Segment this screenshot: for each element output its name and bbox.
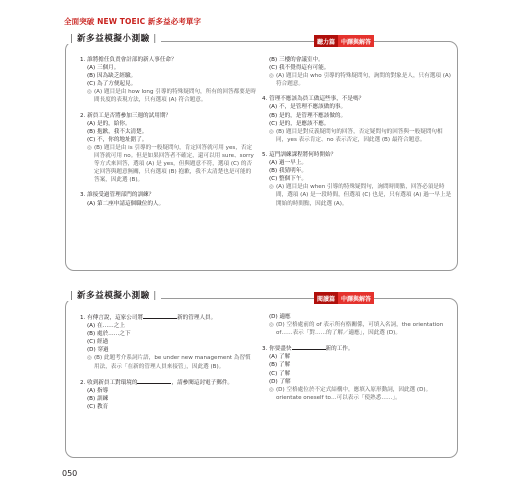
question-text: 4. 管理不應該為員工做這些事，不是嗎？ (262, 96, 365, 103)
option: (A) 第二座申請這個職位的人。 (87, 200, 165, 207)
explanation (262, 321, 452, 337)
question-text (80, 378, 256, 387)
answer-letter: (B) (94, 144, 103, 151)
explanation (80, 88, 256, 104)
answer-letter: (A) (276, 184, 285, 191)
explanation (262, 128, 452, 144)
panel-title: | 新多益模擬小測驗 | (67, 289, 161, 301)
option: (B) 我猜明年。 (269, 168, 307, 175)
explanation-text: 題目是由 is 引導的一般疑問句，肯定回答就可用 yes，否定回答就可用 no。但是如果回答者不確定，還可以用 sure、sorry 等方式來回答，選項 (A) 是 yes，但與題意不符，選項 (C) 的否定回答與題意無關，只有選項 (B) 抱歉，我不太清楚也是可能的答案，因此選 (B)。 (94, 144, 254, 184)
answer-blank (292, 344, 326, 350)
check-icon: ◎ (269, 386, 274, 393)
page-number: 050 (62, 469, 78, 478)
option: (C) 經過 (87, 339, 109, 346)
option: (C) 為了方便起見。 (87, 81, 137, 88)
explanation-text: 此題考介系詞片語，be under new management 為習慣用法，表示「在新的管理人員來接管」，因此選 (B)。 (94, 355, 251, 370)
option: (D) 適應 (269, 314, 291, 320)
question-block (262, 313, 452, 337)
tag-listening: 聽力篇 (314, 35, 338, 47)
answer-letter: (D) (276, 322, 285, 329)
explanation-text: 題目是對反義疑問句的回答，否定疑問句的回答與一般疑問句相同，yes 表示肯定、no 表示否定，因此選 (B) 最符合題意。 (276, 128, 443, 143)
reading-left-column (80, 313, 256, 418)
tag-reading: 閱讀篇 (314, 292, 338, 304)
option: (A) 是的，給你。 (87, 120, 131, 127)
explanation-text: 題目是由 who 引導的特殊疑問句，詢問的對象是人，只有選項 (A) 符合題意。 (276, 73, 451, 88)
option: (B) 訓練 (87, 395, 109, 402)
option: (A) 指導 (87, 387, 109, 394)
check-icon: ◎ (269, 73, 274, 80)
question-block (80, 56, 256, 105)
option: (B) 處於……之下 (87, 331, 131, 338)
check-icon: ◎ (269, 128, 274, 135)
answer-letter: (A) (276, 73, 285, 80)
check-icon: ◎ (269, 184, 274, 191)
reading-quiz-panel (65, 291, 458, 458)
explanation (262, 386, 452, 402)
option: (D) 穿過 (87, 347, 109, 354)
option: (C) 整個下午。 (269, 176, 308, 183)
answer-blank (143, 313, 177, 319)
option: (A) 不，是管理不應該做的事。 (269, 104, 347, 111)
check-icon: ◎ (87, 355, 92, 362)
listening-quiz-panel (65, 34, 458, 271)
question-block (80, 313, 256, 371)
option: (A) 在……之上 (87, 323, 125, 330)
panel-title-text: 新多益模擬小測驗 (77, 291, 150, 301)
question-text-end: 新的工作。 (325, 346, 354, 353)
question-text: 3. 誰接受過管理部門的訓練？ (80, 192, 155, 199)
explanation-text: 空格處前的 of 表示所有格關係，可填入名詞，the orientation of……表示「對……的了解／適應」，因此選 (D)。 (276, 322, 444, 337)
question-block (262, 95, 452, 144)
question-text: 2. 新員工是否將參加三週的試用期？ (80, 112, 172, 119)
explanation (262, 183, 452, 207)
option: (C) 了解 (269, 370, 291, 377)
option: (D) 了解 (269, 378, 291, 385)
option: (C) 不，你的地址錯了。 (87, 136, 148, 143)
tag-answers: 中譯與解答 (338, 292, 374, 304)
option: (B) 是的，是管理不應該做的。 (269, 112, 347, 119)
question-text-end: ，請參閱這封電子郵件。 (171, 379, 234, 386)
check-icon: ◎ (87, 144, 92, 151)
question-block (80, 378, 256, 411)
answer-letter: (B) (276, 128, 285, 135)
question-text (262, 344, 452, 353)
panel-title-text: 新多益模擬小測驗 (77, 34, 150, 44)
question-text: 1. 誰將擔任負責會計部的新人事任命？ (80, 57, 177, 63)
option: (A) 三個月。 (87, 65, 120, 72)
explanation (262, 72, 452, 88)
explanation (80, 354, 256, 370)
option: (A) 過一早上。 (269, 160, 307, 167)
option: (B) 了解 (269, 362, 291, 369)
option: (C) 是的，是應該不應。 (269, 120, 330, 127)
option: (A) 了解 (269, 354, 291, 361)
question-text: 5. 這門訓練課程將何時開始？ (262, 151, 337, 158)
answer-letter: (A) (94, 89, 103, 96)
panel-title: | 新多益模擬小測驗 | (67, 32, 161, 44)
section-tag (314, 292, 374, 304)
explanation-text: 題目是由 how long 引導的特殊疑問句，所有的回答都要是時間長度的表現方法，只有選項 (A) 符合題意。 (94, 89, 256, 104)
option: (C) 我不覺得這有可能。 (269, 65, 330, 72)
question-block (262, 344, 452, 402)
running-header: 全面突破 NEW TOEIC 新多益必考單字 (64, 17, 202, 26)
question-text-start: 2. 收到新員工對環境的 (80, 379, 138, 386)
listening-right-column (262, 56, 452, 215)
listening-left-column (80, 56, 256, 215)
question-block (262, 56, 452, 88)
question-text-start: 1. 有傳言說，這家公司將 (80, 315, 144, 321)
option: (B) 三樓的會議室中。 (269, 57, 324, 63)
check-icon: ◎ (87, 89, 92, 96)
question-text-end: 新的管理人員。 (177, 315, 217, 321)
tag-answers: 中譯與解答 (338, 35, 374, 47)
option: (C) 教育 (87, 403, 109, 410)
section-tag (314, 35, 374, 47)
reading-right-column (262, 313, 452, 409)
explanation (80, 144, 256, 184)
option: (B) 抱歉，我不太清楚。 (87, 128, 148, 135)
question-block (80, 112, 256, 185)
option: (B) 因為缺乏經驗。 (87, 73, 137, 80)
question-text-start: 3. 你要盡快 (262, 346, 292, 353)
answer-letter: (D) (276, 386, 285, 393)
explanation-text: 空格處位於不定式結構中，應填入原形動詞，因此選 (D)。orientate oneself to…可以表示「使熟悉……」。 (276, 386, 432, 401)
answer-blank (137, 378, 171, 384)
question-block (262, 151, 452, 208)
question-text (80, 313, 256, 322)
question-block (80, 191, 256, 207)
explanation-text: 題目是由 when 引導的特殊疑問句，詢問時間點，回答必須是時間，選項 (A) 是一段時間，但選項 (C) 也是，只有選項 (A) 過一早上是開始的時間點，因此選 (A)。 (276, 184, 452, 207)
answer-letter: (B) (94, 355, 103, 362)
check-icon: ◎ (269, 322, 274, 329)
